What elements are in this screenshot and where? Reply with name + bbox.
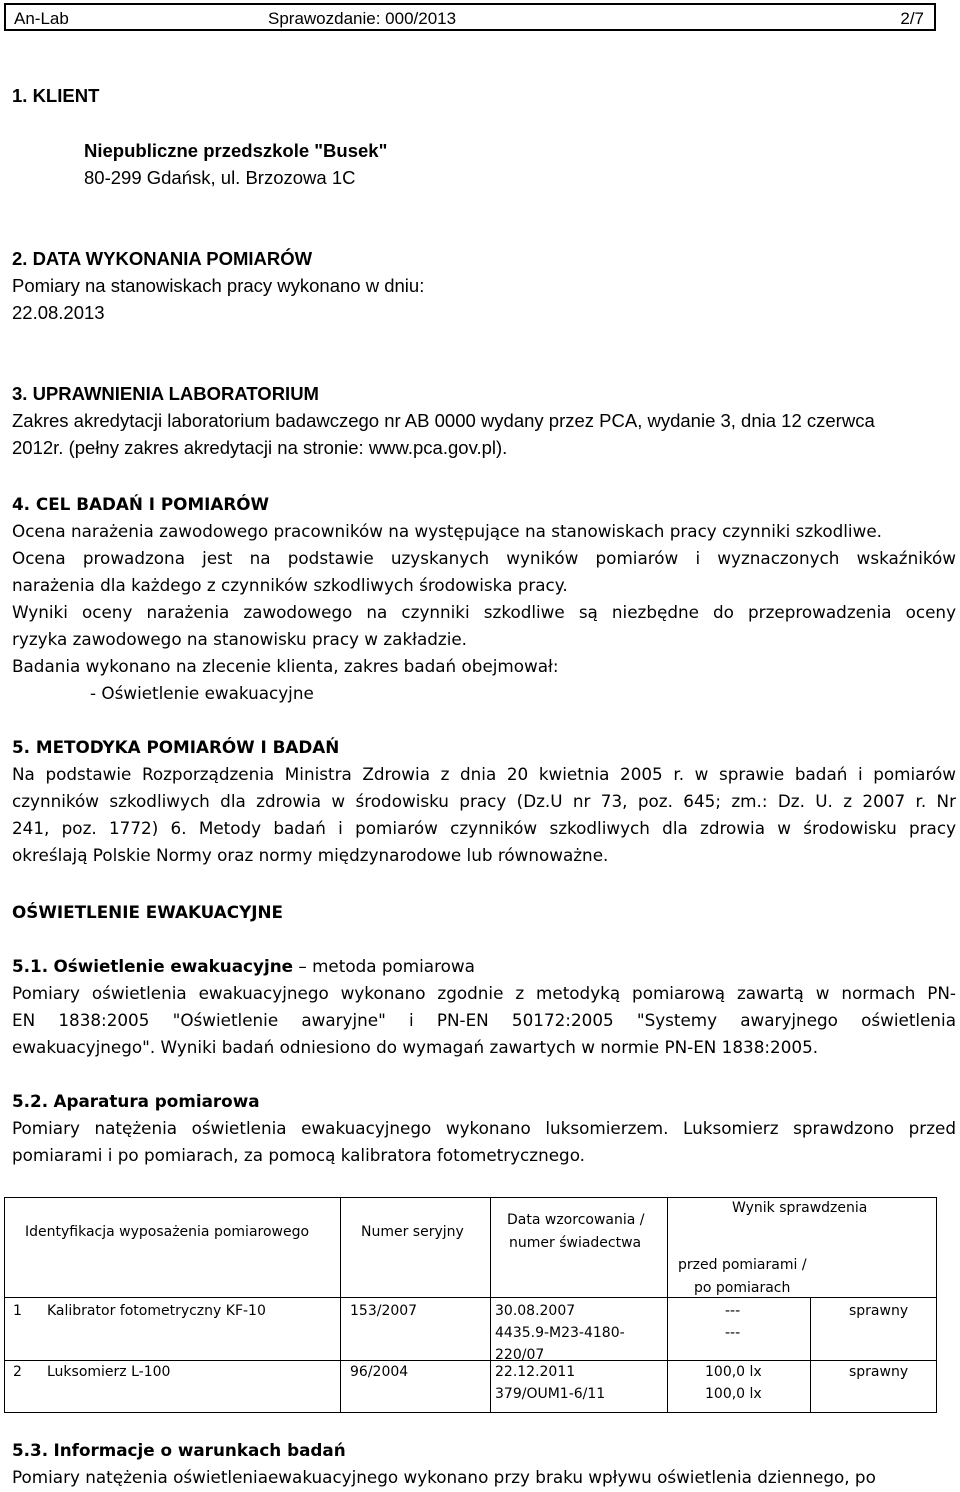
equipment-line: Pomiary natężenia oświetlenia ewakuacyjnego wykonano luksomierzem. Luksomierz sprawdzono przed: [12, 1118, 956, 1138]
header-cell: [668, 1198, 937, 1298]
purpose-line: Wyniki oceny narażenia zawodowego na czynniki szkodliwe są niezbędne do przeprowadzenia oceny: [12, 602, 956, 622]
method-line: Pomiary oświetlenia ewakuacyjnego wykonano zgodnie z metodyką pomiarową zawartą w normach PN-: [12, 983, 956, 1003]
purpose-line: ryzyka zawodowego na stanowisku pracy w zakładzie.: [12, 629, 468, 649]
section-5-1-title: Oświetlenie ewakuacyjne: [53, 956, 294, 976]
status-value: sprawny: [849, 1303, 909, 1319]
col-date-label-1: Data wzorcowania /: [507, 1212, 645, 1228]
section-5-1-number: 5.1.: [12, 956, 49, 976]
purpose-line: narażenia dla każdego z czynników szkodliwych środowiska pracy.: [12, 575, 568, 595]
method-line: ewakuacyjnego". Wyniki badań odniesiono do wymagań zawartych w normie PN-EN 1838:2005.: [12, 1037, 819, 1057]
methodology-line: określają Polskie Normy oraz normy międzynarodowe lub równoważne.: [12, 845, 609, 865]
scope-item: - Oświetlenie ewakuacyjne: [90, 683, 314, 703]
table-cell: [491, 1361, 668, 1413]
col-before-label-1: przed pomiarami /: [678, 1257, 807, 1273]
header-report-number: Sprawozdanie: 000/2013: [268, 9, 457, 28]
subsection-heading: OŚWIETLENIE EWAKUACYJNE: [12, 902, 283, 922]
table-row: [5, 1298, 937, 1361]
methodology-line: 241, poz. 1772) 6. Metody badań i pomiarów czynników szkodliwych dla zdrowia w środowisku pracy: [12, 818, 956, 838]
page-header: [4, 3, 936, 31]
table-cell: [5, 1298, 341, 1361]
serial-number: 153/2007: [350, 1303, 418, 1319]
header-page-number: 2/7: [900, 9, 924, 28]
certificate-number: 4435.9-M23-4180-: [495, 1325, 625, 1341]
table-cell: [5, 1361, 341, 1413]
table-cell: [491, 1298, 668, 1361]
methodology-line: Na podstawie Rozporządzenia Ministra Zdrowia z dnia 20 kwietnia 2005 r. w sprawie badań i pomiarów: [12, 764, 956, 784]
section-5-3-number: 5.3.: [12, 1440, 49, 1460]
serial-number: 96/2004: [350, 1364, 409, 1380]
measurement-date-label: Pomiary na stanowiskach pracy wykonano w dniu:: [12, 275, 425, 296]
section-5-1-heading: [12, 956, 475, 976]
table-cell: [341, 1298, 491, 1361]
header-cell: [491, 1198, 668, 1298]
col-ident-label: Identyfikacja wyposażenia pomiarowego: [25, 1224, 310, 1240]
section-5-2-heading: [12, 1091, 260, 1111]
section-4-heading: 4. CEL BADAŃ I POMIARÓW: [12, 494, 270, 514]
equipment-name: Kalibrator fotometryczny KF-10: [47, 1303, 266, 1319]
equipment-name: Luksomierz L-100: [47, 1364, 171, 1380]
section-5-1-title-rest: – metoda pomiarowa: [293, 956, 475, 976]
after-value: 100,0 lx: [705, 1386, 762, 1402]
col-serial-label: Numer seryjny: [361, 1224, 464, 1240]
header-cell: [5, 1198, 341, 1298]
table-cell: [668, 1298, 811, 1361]
section-2-heading: 2. DATA WYKONANIA POMIARÓW: [12, 248, 313, 269]
col-result-label: Wynik sprawdzenia: [732, 1200, 868, 1216]
accreditation-line-1: Zakres akredytacji laboratorium badawczego nr AB 0000 wydany przez PCA, wydanie 3, dnia 12 czerwca: [12, 410, 875, 431]
header-cell: [341, 1198, 491, 1298]
purpose-line: Ocena narażenia zawodowego pracowników na występujące na stanowiskach pracy czynniki szkodliwe.: [12, 521, 882, 541]
section-5-3-title: Informacje o warunkach badań: [53, 1440, 346, 1460]
purpose-line: Badania wykonano na zlecenie klienta, zakres badań obejmował:: [12, 656, 559, 676]
equipment-line: pomiarami i po pomiarach, za pomocą kalibratora fotometrycznego.: [12, 1145, 586, 1165]
col-before-label-2: po pomiarach: [694, 1280, 791, 1296]
section-5-3-heading: [12, 1440, 346, 1460]
section-3-heading: 3. UPRAWNIENIA LABORATORIUM: [12, 383, 319, 404]
equipment-table: [4, 1197, 937, 1413]
before-value: 100,0 lx: [705, 1364, 762, 1380]
section-5-2-number: 5.2.: [12, 1091, 49, 1111]
table-cell: [341, 1361, 491, 1413]
calibration-date: 22.12.2011: [495, 1364, 576, 1380]
row-number: 2: [13, 1364, 22, 1380]
table-row: [5, 1361, 937, 1413]
certificate-number-cont: 220/07: [495, 1347, 545, 1363]
calibration-date: 30.08.2007: [495, 1303, 576, 1319]
header-lab-name: An-Lab: [14, 9, 69, 28]
table-header-row: [5, 1198, 937, 1298]
conditions-line: Pomiary natężenia oświetleniaewakuacyjnego wykonano przy braku wpływu oświetlenia dziennego, po: [12, 1467, 876, 1487]
section-5-2-title: Aparatura pomiarowa: [53, 1091, 260, 1111]
certificate-number: 379/OUM1-6/11: [495, 1386, 606, 1402]
measurement-date: 22.08.2013: [12, 302, 105, 323]
col-date-label-2: numer świadectwa: [509, 1235, 642, 1251]
table-cell: [811, 1361, 937, 1413]
section-1-heading: 1. KLIENT: [12, 85, 100, 106]
table-cell: [811, 1298, 937, 1361]
row-number: 1: [13, 1303, 22, 1319]
client-address: 80-299 Gdańsk, ul. Brzozowa 1C: [84, 167, 356, 188]
section-5-heading: 5. METODYKA POMIARÓW I BADAŃ: [12, 737, 340, 757]
accreditation-line-2: 2012r. (pełny zakres akredytacji na stronie: www.pca.gov.pl).: [12, 437, 508, 458]
before-value: ---: [725, 1303, 741, 1319]
status-value: sprawny: [849, 1364, 909, 1380]
after-value: ---: [725, 1325, 741, 1341]
table-cell: [668, 1361, 811, 1413]
methodology-line: czynników szkodliwych dla zdrowia w środowisku pracy (Dz.U nr 73, poz. 645; zm.: Dz. U. z 2007 r. Nr: [12, 791, 956, 811]
method-line: EN 1838:2005 "Oświetlenie awaryjne" i PN-EN 50172:2005 "Systemy awaryjnego oświetlenia: [12, 1010, 956, 1030]
client-name: Niepubliczne przedszkole "Busek": [84, 140, 388, 161]
purpose-line: Ocena prowadzona jest na podstawie uzyskanych wyników pomiarów i wyznaczonych wskaźników: [12, 548, 956, 568]
